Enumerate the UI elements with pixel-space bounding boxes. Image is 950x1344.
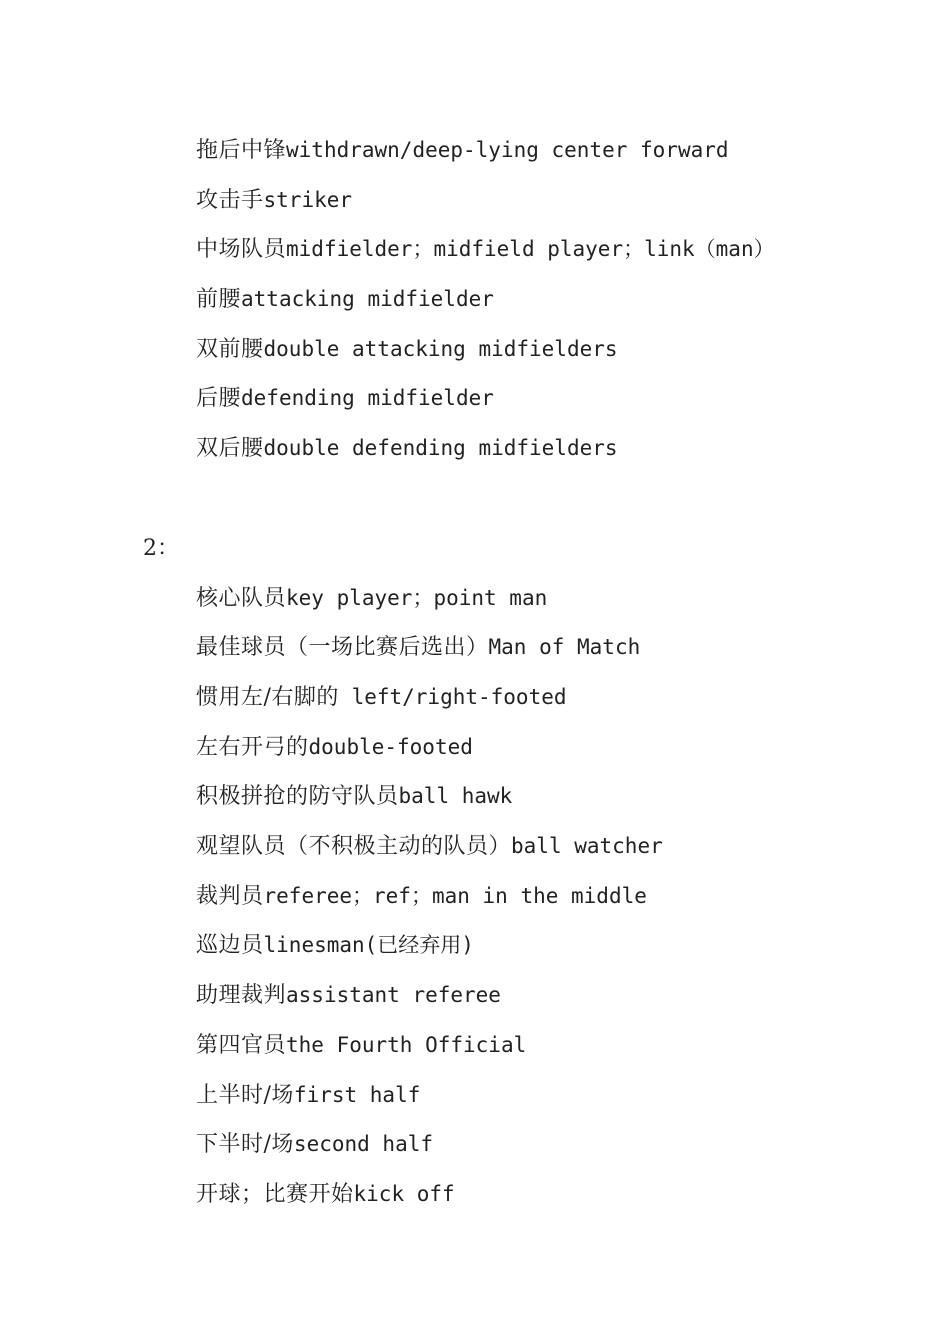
term-zh: 双前腰 [196, 337, 264, 362]
term-line [196, 582, 547, 614]
term-line [196, 1178, 455, 1210]
term-en: first half [293, 1083, 421, 1107]
term-zh: 助理裁判 [196, 983, 287, 1008]
term-en: defending midfielder [241, 386, 494, 410]
term-line [196, 134, 729, 166]
term-zh: 中场队员 [196, 237, 287, 262]
term-en: referee；ref；man in the middle [263, 884, 647, 908]
term-zh: 上半时/场 [196, 1083, 294, 1108]
term-zh: 观望队员（不积极主动的队员） [196, 834, 512, 859]
term-en: attacking midfielder [241, 287, 494, 311]
term-line [196, 283, 494, 315]
term-en: kick off [353, 1182, 455, 1206]
term-line [196, 880, 647, 912]
term-zh: 攻击手 [196, 188, 264, 213]
term-en: ball hawk [398, 784, 513, 808]
term-line [196, 184, 352, 216]
term-en: linesman(已经弃用) [263, 933, 474, 957]
term-line [196, 1029, 526, 1061]
term-en: double attacking midfielders [263, 337, 618, 361]
term-zh: 前腰 [196, 287, 242, 312]
term-line [196, 631, 640, 663]
term-en: midfielder；midfield player；link（man） [286, 237, 775, 261]
term-zh: 第四官员 [196, 1033, 287, 1058]
term-line [196, 233, 775, 265]
term-en: second half [293, 1132, 433, 1156]
term-zh: 拖后中锋 [196, 138, 287, 163]
term-en: double-footed [308, 735, 473, 759]
term-zh: 后腰 [196, 386, 242, 411]
term-line [196, 681, 567, 713]
term-en: striker [263, 188, 353, 212]
term-en: ball watcher [511, 834, 663, 858]
term-line [196, 1128, 433, 1160]
term-zh: 核心队员 [196, 586, 287, 611]
term-en: the Fourth Official [286, 1033, 527, 1057]
term-line [196, 979, 501, 1011]
section-number: 2： [143, 536, 179, 561]
term-en: Man of Match [488, 635, 641, 659]
term-zh: 双后腰 [196, 436, 264, 461]
term-line [196, 731, 473, 763]
term-line [196, 830, 663, 862]
term-zh: 左右开弓的 [196, 735, 309, 760]
term-zh: 积极拼抢的防守队员 [196, 784, 399, 809]
term-line [196, 432, 618, 464]
term-line [196, 382, 494, 414]
term-line [196, 333, 618, 365]
term-en: left/right-footed [338, 685, 567, 709]
term-zh: 裁判员 [196, 884, 264, 909]
term-zh: 最佳球员（一场比赛后选出） [196, 635, 489, 660]
term-line [196, 780, 512, 812]
term-en: double defending midfielders [263, 436, 618, 460]
term-zh: 开球；比赛开始 [196, 1182, 354, 1207]
term-en: assistant referee [286, 983, 501, 1007]
term-line [196, 929, 474, 961]
term-zh: 下半时/场 [196, 1132, 294, 1157]
term-zh: 惯用左/右脚的 [196, 685, 339, 710]
term-zh: 巡边员 [196, 933, 264, 958]
term-en: key player；point man [286, 586, 548, 610]
term-line [196, 1079, 420, 1111]
term-en: withdrawn/deep-lying center forward [286, 138, 729, 162]
